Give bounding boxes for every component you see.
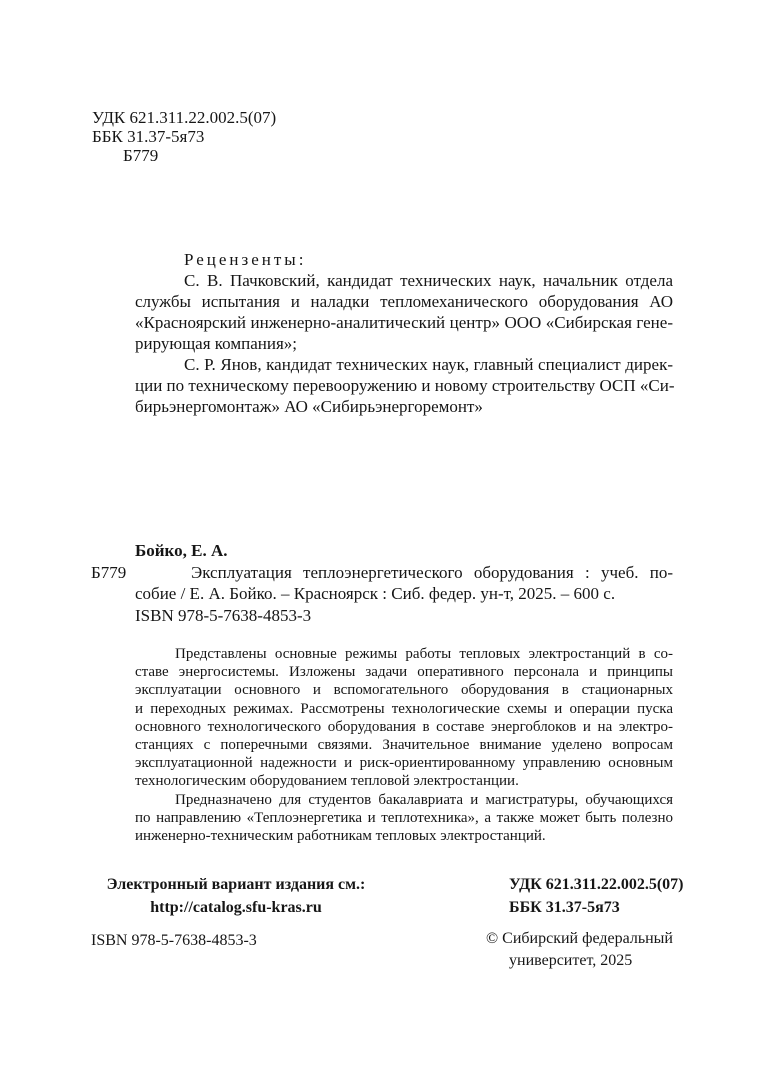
text-line: Предназначено для студентов бакалавриата и магистратуры, обучающихся	[175, 791, 673, 808]
text-line: собие / Е. А. Бойко. – Красноярск : Сиб. федер. ун-т, 2025. – 600 с.	[135, 584, 616, 603]
card-isbn: ISBN 978-5-7638-4853-3	[135, 605, 312, 625]
text-line: эксплуатационной надежности и риск-ориентированному управлению основным	[135, 755, 673, 772]
paragraph	[135, 645, 673, 791]
text-line: эксплуатации основного и вспомогательного оборудования в стационарных	[135, 682, 673, 699]
text-line: по направлению «Теплоэнергетика и теплотехника», а также может быть полезно	[135, 809, 673, 826]
text-line: рирующая компания»;	[135, 334, 297, 353]
copyright-notice	[486, 928, 673, 972]
text-line: технологическим оборудованием тепловой электростанции.	[135, 773, 519, 790]
text-line: С. Р. Янов, кандидат технических наук, главный специалист дирек-	[184, 355, 673, 374]
copyright-line-1: © Сибирский федеральный	[486, 930, 673, 947]
reviewers-section	[135, 249, 673, 417]
text-line: Эксплуатация теплоэнергетического оборудования : учеб. по-	[191, 562, 673, 582]
text-line: бирьэнергомонтаж» АО «Сибирьэнергоремонт»	[135, 397, 483, 416]
text-line: С. В. Пачковский, кандидат технических наук, начальник отдела	[184, 271, 673, 290]
copyright-line-2: университет, 2025	[509, 952, 633, 969]
card-author: Бойко, Е. А.	[135, 541, 228, 560]
text-line: службы испытания и наладки тепломеханического оборудования АО	[135, 292, 673, 311]
paragraph	[135, 354, 673, 417]
footer-isbn: ISBN 978-5-7638-4853-3	[91, 932, 257, 949]
bbk-line: ББК 31.37-5я73	[92, 127, 205, 146]
paragraph	[135, 791, 673, 846]
card-description-row	[91, 562, 673, 605]
annotation-section	[135, 645, 673, 845]
footer-udc-line: УДК 621.311.22.002.5(07)	[509, 876, 684, 893]
text-line: станциях с поперечными связями. Значительное внимание уделено вопросам	[135, 737, 673, 754]
paragraph	[135, 270, 673, 354]
catalog-card	[91, 540, 673, 626]
text-line: «Красноярский инженерно-аналитический центр» ООО «Сибирская гене-	[135, 313, 673, 332]
electronic-note-line: Электронный вариант издания см.:	[106, 876, 366, 893]
text-line: инженерно-техническим работникам тепловых электростанций.	[135, 828, 546, 845]
imprint-top-block	[92, 108, 276, 165]
text-line: и переходных режимах. Рассмотрены технологические схемы и операции пуска	[135, 700, 673, 717]
text-line: основного технологического оборудования в составе энергоблоков и на электро-	[135, 718, 673, 735]
electronic-edition-note	[85, 874, 387, 919]
catalog-url: http://catalog.sfu-kras.ru	[150, 898, 322, 916]
footer-classification	[509, 874, 684, 919]
udc-line: УДК 621.311.22.002.5(07)	[92, 108, 277, 127]
card-description	[135, 562, 673, 605]
text-line: ставе энергосистемы. Изложены задачи оперативного персонала и принципы	[135, 664, 673, 681]
reviewers-paragraphs	[135, 270, 673, 417]
card-code: Б779	[91, 562, 127, 582]
text-line: ции по техническому перевооружению и новому строительству ОСП «Си-	[135, 376, 675, 395]
reviewers-heading: Рецензенты:	[184, 250, 307, 269]
text-line: Представлены основные режимы работы тепловых электростанций в со-	[175, 646, 673, 662]
author-code-line: Б779	[123, 146, 159, 165]
footer-bbk-line: ББК 31.37-5я73	[509, 898, 620, 916]
